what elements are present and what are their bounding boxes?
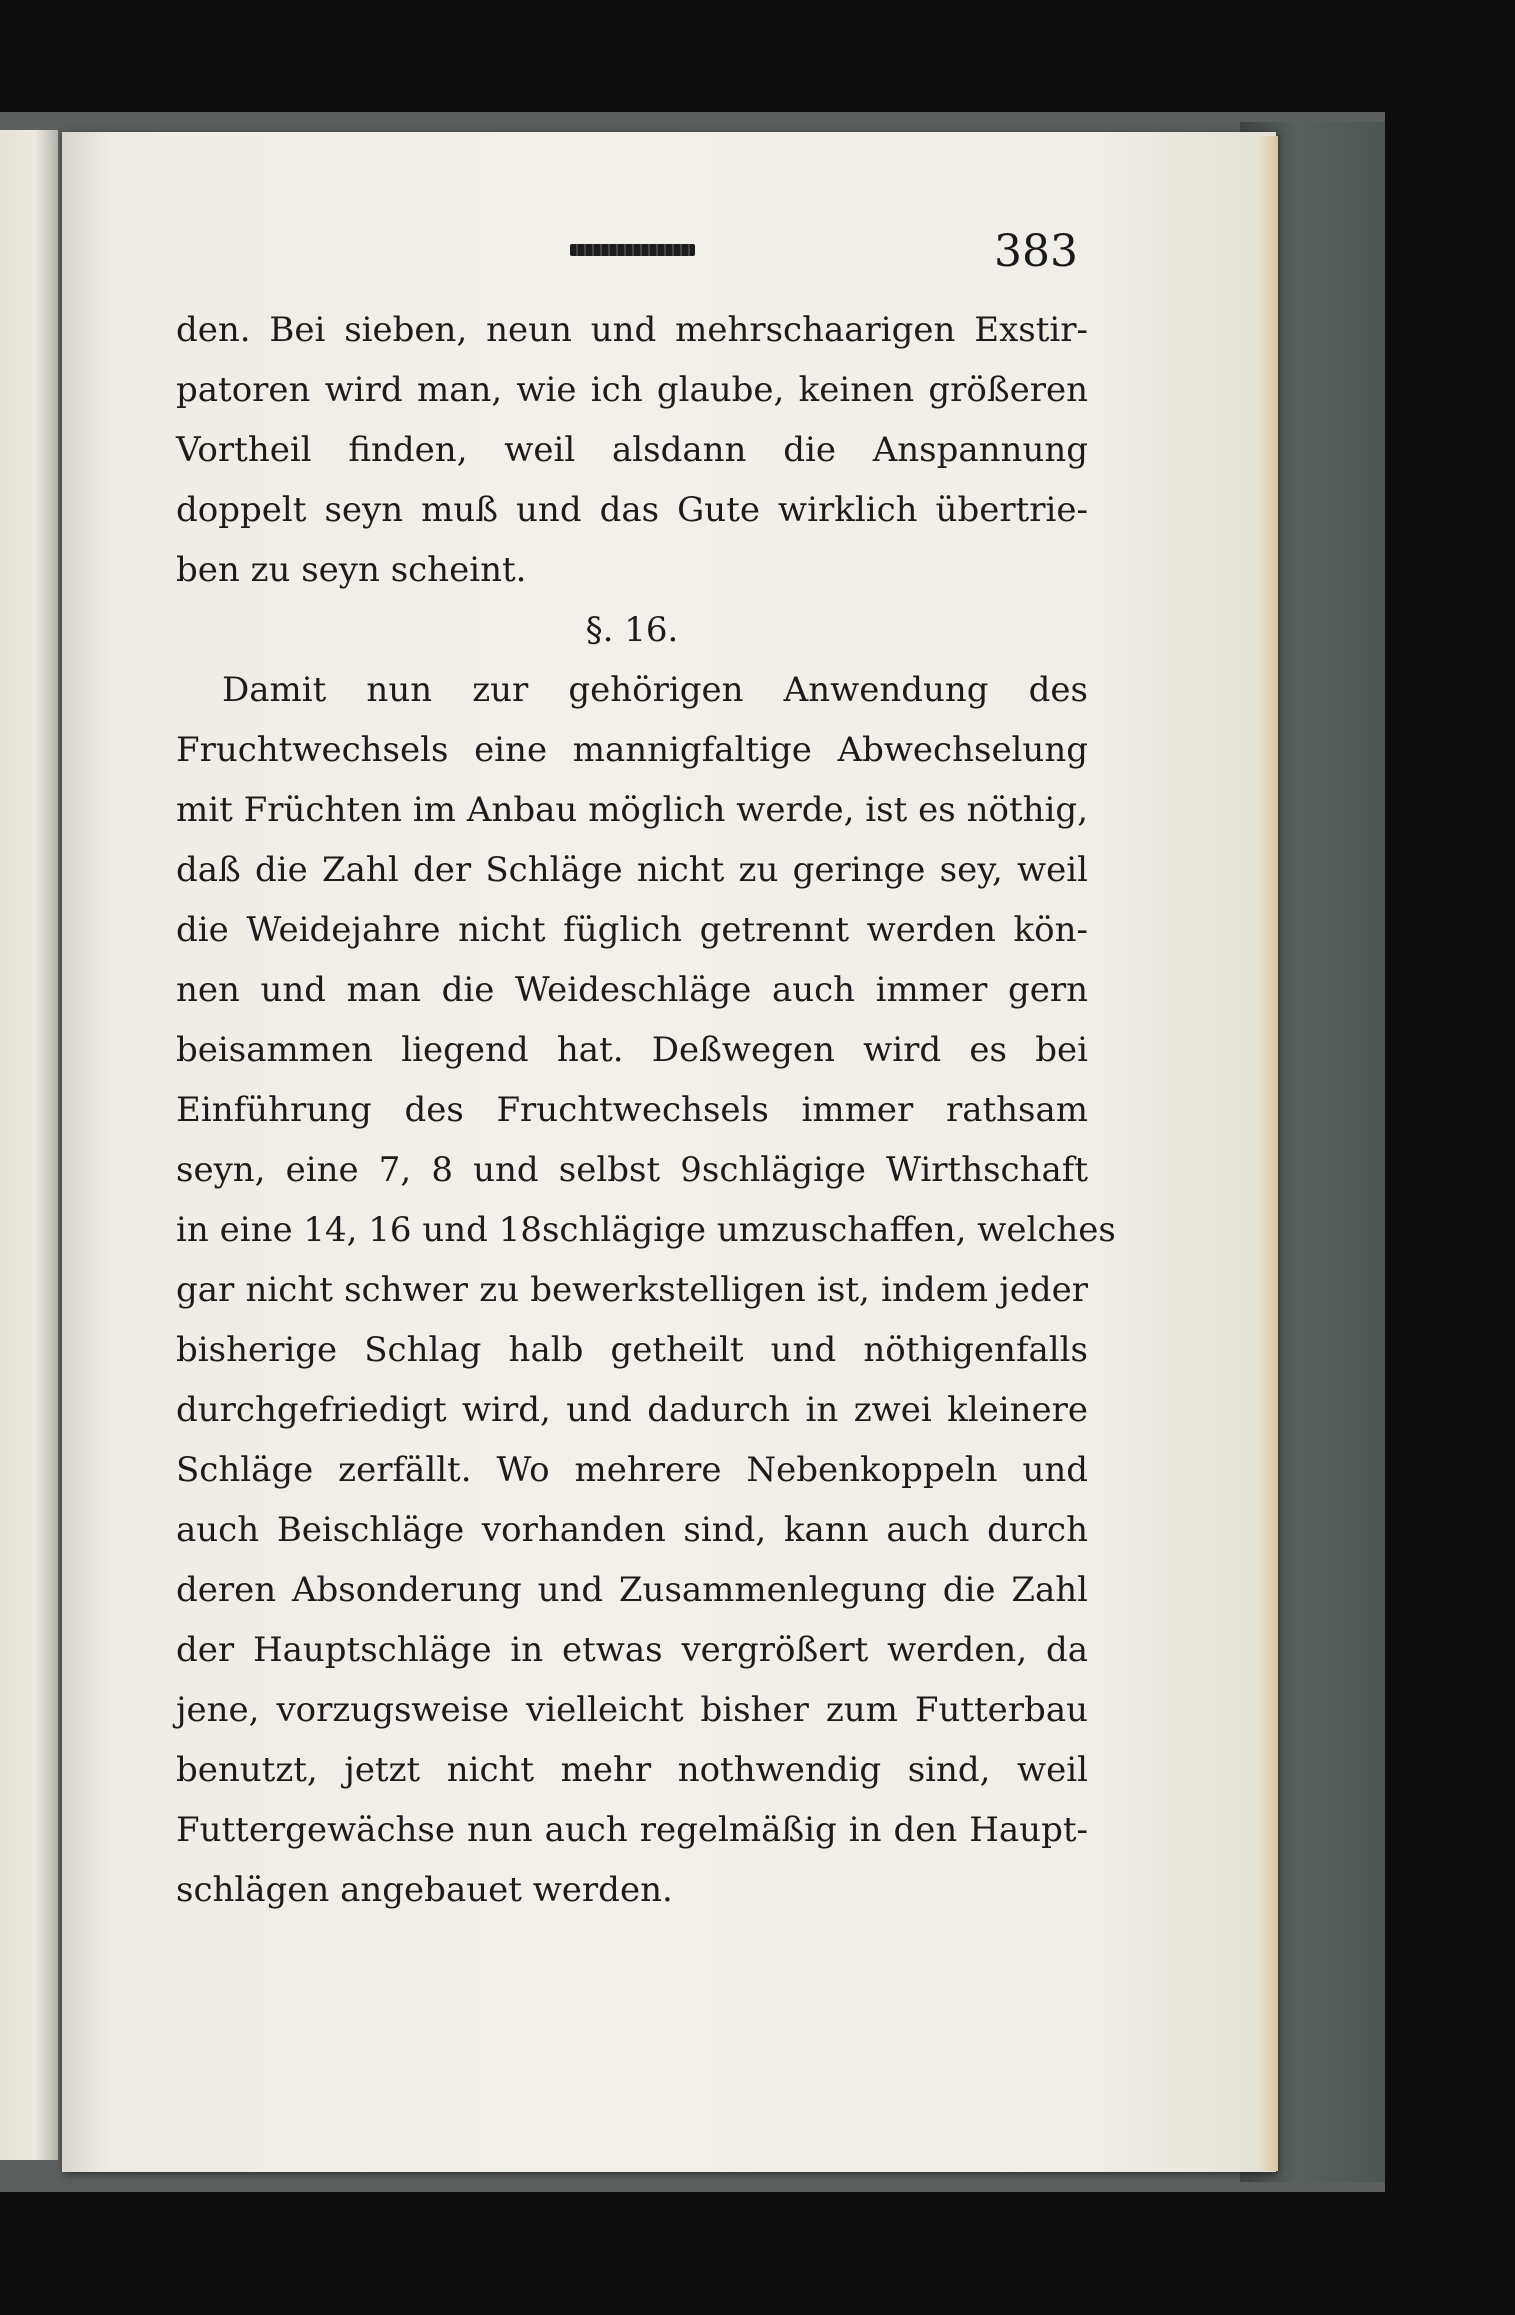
text-line: die Weidejahre nicht füglich getrennt werden kön- [176, 910, 1088, 950]
text-line: beisammen liegend hat. Deßwegen wird es bei [176, 1030, 1088, 1070]
body-text [176, 300, 1116, 1920]
text-line: mit Früchten im Anbau möglich werde, ist es nöthig, [176, 790, 1088, 830]
section-heading: §. 16. [585, 610, 679, 650]
text-line: Vortheil finden, weil alsdann die Anspannung [176, 430, 1088, 470]
text-line: schlägen angebauet werden. [176, 1870, 673, 1910]
text-line: Futtergewächse nun auch regelmäßig in den Haupt- [176, 1810, 1088, 1850]
text-line: Einführung des Fruchtwechsels immer rathsam [176, 1090, 1088, 1130]
text-line: durchgefriedigt wird, und dadurch in zwei kleinere [176, 1390, 1088, 1430]
page-stack-edge [1258, 136, 1278, 2171]
text-line: jene, vorzugsweise vielleicht bisher zum Futterbau [176, 1690, 1088, 1730]
text-line: bisherige Schlag halb getheilt und nöthigenfalls [176, 1330, 1088, 1370]
text-line: doppelt seyn muß und das Gute wirklich übertrie- [176, 490, 1088, 530]
text-line: benutzt, jetzt nicht mehr nothwendig sind, weil [176, 1750, 1088, 1790]
text-line: seyn, eine 7, 8 und selbst 9schlägige Wirthschaft [176, 1150, 1088, 1190]
text-line: Schläge zerfällt. Wo mehrere Nebenkoppeln und [176, 1450, 1088, 1490]
text-line: Fruchtwechsels eine mannigfaltige Abwechselung [176, 730, 1088, 770]
text-line: auch Beischläge vorhanden sind, kann auch durch [176, 1510, 1088, 1550]
text-line: in eine 14, 16 und 18schlägige umzuschaffen, welches [176, 1210, 1116, 1250]
header-ornament [570, 244, 695, 256]
previous-page-edge [0, 130, 58, 2160]
text-line: den. Bei sieben, neun und mehrschaarigen Exstir- [176, 310, 1088, 350]
text-line: nen und man die Weideschläge auch immer gern [176, 970, 1088, 1010]
page-number: 383 [994, 226, 1078, 277]
text-line: gar nicht schwer zu bewerkstelligen ist, indem jeder [176, 1270, 1088, 1310]
text-line: ben zu seyn scheint. [176, 550, 527, 590]
text-line: patoren wird man, wie ich glaube, keinen größeren [176, 370, 1088, 410]
text-line: daß die Zahl der Schläge nicht zu geringe sey, weil [176, 850, 1088, 890]
text-line: Damit nun zur gehörigen Anwendung des [222, 670, 1088, 710]
text-line: deren Absonderung und Zusammenlegung die Zahl [176, 1570, 1088, 1610]
text-line: der Hauptschläge in etwas vergrößert werden, da [176, 1630, 1088, 1670]
